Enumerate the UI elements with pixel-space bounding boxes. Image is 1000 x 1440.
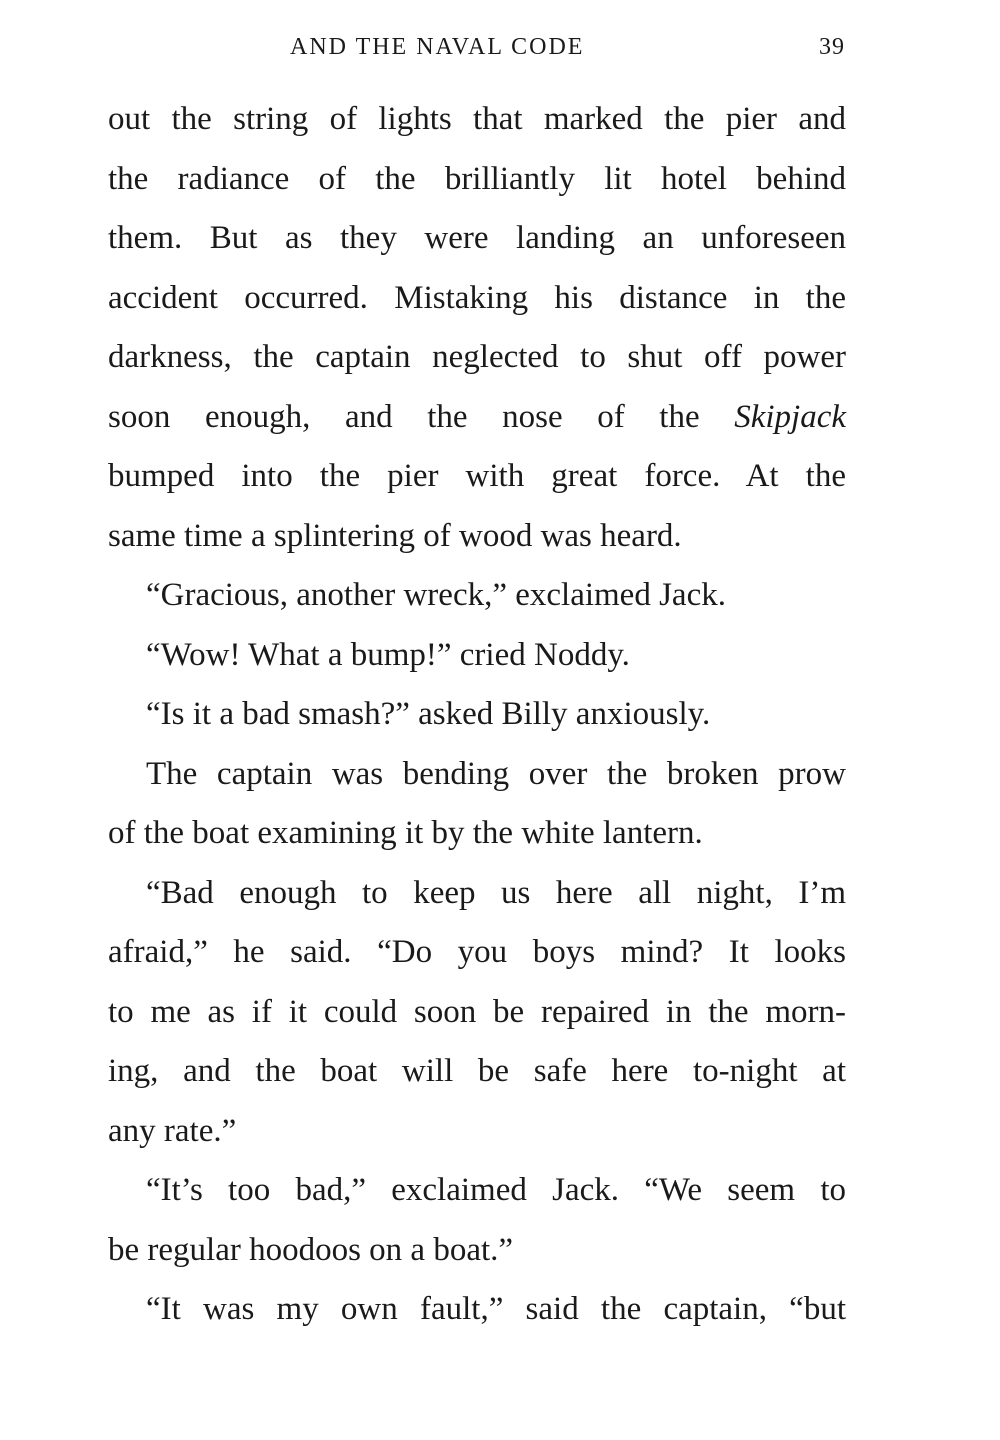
- boat-name: Skipjack: [734, 398, 847, 435]
- text-line: same time a splintering of wood was heard.: [108, 517, 682, 554]
- text-line: darkness, the captain neglected to shut off power: [108, 339, 846, 375]
- text-line: “It’s too bad,” exclaimed Jack. “We seem to: [146, 1172, 846, 1208]
- text-segment: soon enough, and the nose of the: [108, 398, 700, 435]
- text-line: the radiance of the brilliantly lit hotel behind: [108, 160, 846, 197]
- text-line: “Wow! What a bump!” cried Noddy.: [146, 636, 630, 673]
- text-line: “It was my own fault,” said the captain, “but: [146, 1291, 846, 1327]
- text-line: them. But as they were landing an unforeseen: [108, 220, 846, 256]
- text-line: afraid,” he said. “Do you boys mind? It looks: [108, 934, 846, 970]
- text-line: of the boat examining it by the white lantern.: [108, 815, 703, 851]
- running-head: AND THE NAVAL CODE: [290, 34, 585, 60]
- text-line: The captain was bending over the broken prow: [146, 755, 846, 792]
- text-line: [108, 388, 846, 448]
- text-line: any rate.”: [108, 1112, 237, 1149]
- text-line: accident occurred. Mistaking his distance in the: [108, 279, 846, 316]
- text-line: out the string of lights that marked the pier and: [108, 101, 846, 137]
- text-line: “Is it a bad smash?” asked Billy anxiously.: [146, 696, 711, 732]
- text-line: be regular hoodoos on a boat.”: [108, 1231, 514, 1268]
- page-header: [0, 34, 1000, 74]
- text-line: ing, and the boat will be safe here to-night at: [108, 1053, 846, 1089]
- text-line: “Bad enough to keep us here all night, I’m: [146, 874, 846, 911]
- page-number: 39: [819, 34, 845, 60]
- text-line: bumped into the pier with great force. At the: [108, 458, 846, 494]
- text-line: to me as if it could soon be repaired in the morn-: [108, 993, 846, 1030]
- text-line: “Gracious, another wreck,” exclaimed Jack.: [146, 577, 726, 613]
- body-text: [108, 90, 846, 1340]
